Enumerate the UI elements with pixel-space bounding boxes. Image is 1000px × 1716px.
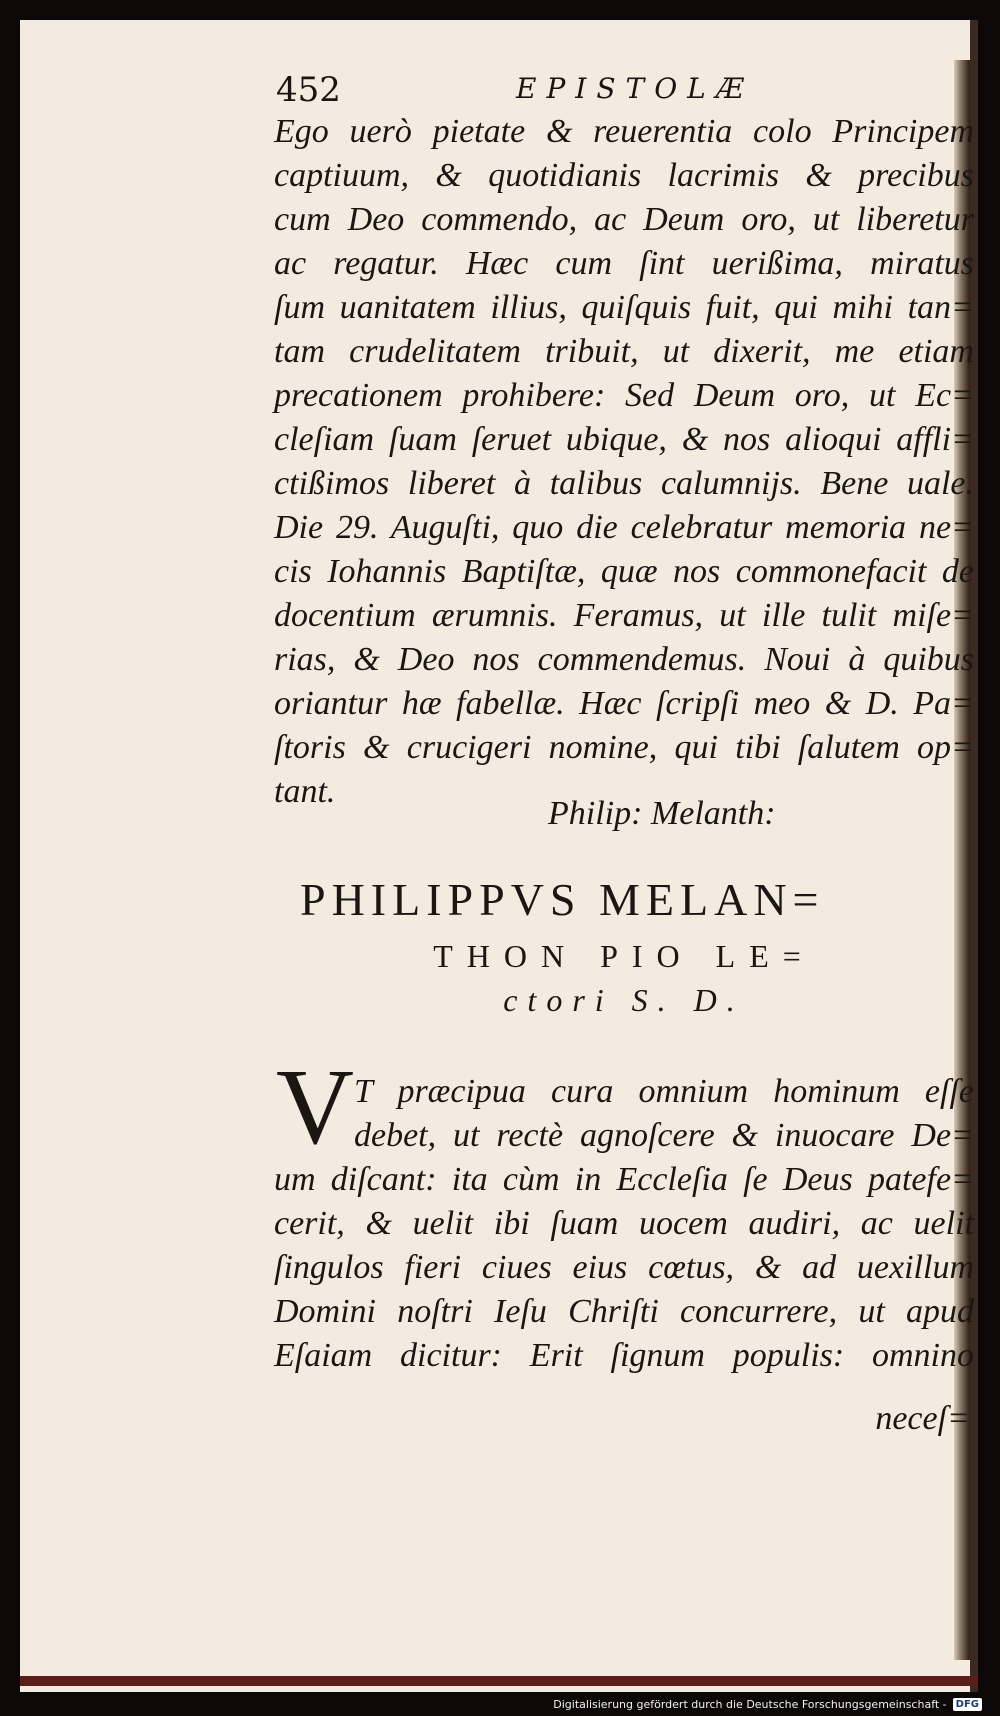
text-line: rias, & Deo nos commendemus. Noui à quibus	[274, 641, 974, 678]
text-line: ctißimos liberet à talibus calumnijs. Bene uale.	[274, 465, 974, 502]
digitization-footer	[553, 1698, 982, 1711]
text-line: ac regatur. Hæc cum ſint uerißima, miratus	[274, 245, 974, 282]
text-line: captiuum, & quotidianis lacrimis & precibus	[274, 157, 974, 194]
dfg-logo: DFG	[953, 1698, 982, 1711]
text-line: tant.	[274, 773, 336, 810]
heading-line-2: THON PIO LE=	[433, 938, 815, 974]
text-line: Ego uerò pietate & reuerentia colo Principem	[274, 113, 974, 150]
signature: Philip: Melanth:	[548, 795, 776, 832]
drop-cap: V	[276, 1048, 354, 1167]
text-line: cis Iohannis Baptiſtæ, quæ nos commonefacit de	[274, 553, 974, 590]
page-header	[276, 70, 896, 110]
text-line: precationem prohibere: Sed Deum oro, ut Ec=	[274, 377, 974, 414]
text-line: tam crudelitatem tribuit, ut dixerit, me etiam	[274, 333, 974, 370]
preface-text	[274, 1070, 974, 1378]
text-line: docentium ærumnis. Feramus, ut ille tulit miſe=	[274, 597, 974, 634]
text-line: ſingulos fieri ciues eius cœtus, & ad uexillum	[274, 1249, 974, 1286]
text-line: ſtoris & crucigeri nomine, qui tibi ſalutem op=	[274, 729, 974, 766]
page-number: 452	[276, 70, 341, 110]
running-head: EPISTOLÆ	[516, 72, 754, 105]
text-line: Domini noſtri Ieſu Chriſti concurrere, ut apud	[274, 1293, 974, 1330]
text-line: Die 29. Auguſti, quo die celebratur memoria ne=	[274, 509, 974, 546]
text-line: cleſiam ſuam ſeruet ubique, & nos alioqui affli=	[274, 421, 974, 458]
text-line: Eſaiam dicitur: Erit ſignum populis: omnino	[274, 1337, 974, 1374]
text-line: cum Deo commendo, ac Deum oro, ut liberetur	[274, 201, 974, 238]
text-line: oriantur hæ fabellæ. Hæc ſcripſi meo & D. Pa=	[274, 685, 974, 722]
catchword: neceſ=	[875, 1400, 970, 1437]
text-line: debet, ut rectè agnoſcere & inuocare De=	[354, 1117, 974, 1154]
heading-line-3: ctori S. D.	[503, 982, 745, 1018]
bottom-rule	[20, 1676, 978, 1686]
section-heading	[274, 872, 974, 1022]
heading-line-1: PHILIPPVS MELAN=	[300, 874, 825, 925]
text-line: cerit, & uelit ibi ſuam uocem audiri, ac uelit	[274, 1205, 974, 1242]
letter-text	[274, 110, 974, 814]
footer-text: Digitalisierung gefördert durch die Deutsche Forschungsgemeinschaft -	[553, 1698, 947, 1711]
text-line: ſum uanitatem illius, quiſquis fuit, qui mihi tan=	[274, 289, 974, 326]
text-line: T præcipua cura omnium hominum eſſe	[354, 1073, 974, 1110]
text-line: um diſcant: ita cùm in Eccleſia ſe Deus patefe=	[274, 1161, 974, 1198]
